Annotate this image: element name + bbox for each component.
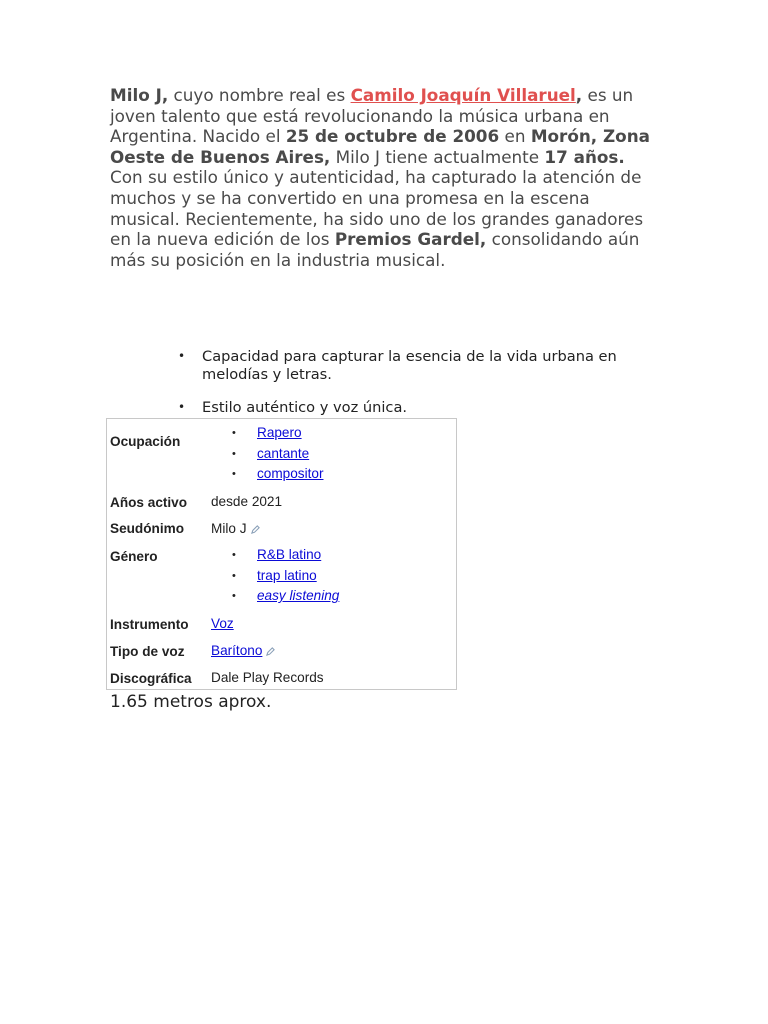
tipo-voz-cell [211,643,275,658]
bullet-icon: • [232,447,236,460]
seudonimo-label: Seudónimo [110,521,185,536]
list-item [229,423,323,444]
birth-place: Morón, Zona Oeste de Buenos Aires, [110,126,650,167]
discografica-label: Discográfica [110,671,192,686]
height-text: 1.65 metros aprox. [110,692,272,712]
rnb-latino-link[interactable]: R&B latino [257,547,322,562]
baritono-link[interactable]: Barítono [211,643,263,658]
ocupacion-label: Ocupación [110,434,181,449]
award-name: Premios Gardel, [334,229,487,250]
feature-list [178,348,658,417]
ocupacion-list [229,423,323,485]
bullet-icon: • [232,427,236,439]
age: 17 años. [544,146,625,167]
list-item [229,586,339,607]
anios-value: desde 2021 [211,494,283,509]
intro-text-6: consolidando aún más su posición en la industria musical. [110,229,640,270]
real-name-link[interactable]: Camilo Joaquín Villaruel [350,85,576,105]
bullet-icon: • [232,590,236,602]
intro-text-1: cuyo nombre real es [168,85,351,105]
intro-text-5: Con su estilo único y autenticidad, ha capturado la atención de muchos y se ha convertido en una promesa en la escena musical. Recientemente, ha sido uno de los grandes ganadores en la nueva edición de los [110,167,644,250]
list-item [178,399,658,417]
intro-text-3: en [499,126,531,147]
easy-listening-link[interactable]: easy listening [257,588,340,603]
intro-text-2: es un joven talento que está revolucionando la música urbana en Argentina. Nacido el [110,85,634,147]
rapero-link[interactable]: Rapero [257,425,302,440]
list-item [229,464,323,485]
cantante-link[interactable]: cantante [257,445,310,461]
pencil-icon[interactable] [251,525,260,534]
bullet-icon: • [178,400,186,414]
anios-label: Años activo [110,495,188,510]
intro-comma: , [575,85,583,105]
list-item [229,444,323,465]
seudonimo-value: Milo J [211,521,247,536]
bullet-icon: • [232,468,236,480]
voz-link[interactable]: Voz [211,616,234,631]
list-item-text: Estilo auténtico y voz única. [202,399,408,416]
instrumento-cell [211,616,234,631]
infobox-table [106,418,457,690]
discografica-value: Dale Play Records [211,670,324,685]
bullet-icon: • [232,569,236,582]
artist-name: Milo J, [110,85,169,105]
pencil-icon[interactable] [266,647,275,656]
tipo-voz-label: Tipo de voz [110,644,185,659]
birth-date: 25 de octubre de 2006 [285,126,500,147]
intro-text-4: Milo J tiene actualmente [330,146,545,167]
list-item [178,348,658,383]
bullet-icon: • [232,549,236,561]
seudonimo-cell [211,521,260,536]
trap-latino-link[interactable]: trap latino [257,567,317,583]
list-item-text: Capacidad para capturar la esencia de la vida urbana en melodías y letras. [202,348,617,383]
compositor-link[interactable]: compositor [257,466,324,481]
genero-list [229,545,339,607]
instrumento-label: Instrumento [110,617,189,632]
genero-label: Género [110,549,158,564]
intro-paragraph [110,85,658,270]
list-item [229,545,339,566]
list-item [229,566,339,587]
bullet-icon: • [178,349,186,363]
